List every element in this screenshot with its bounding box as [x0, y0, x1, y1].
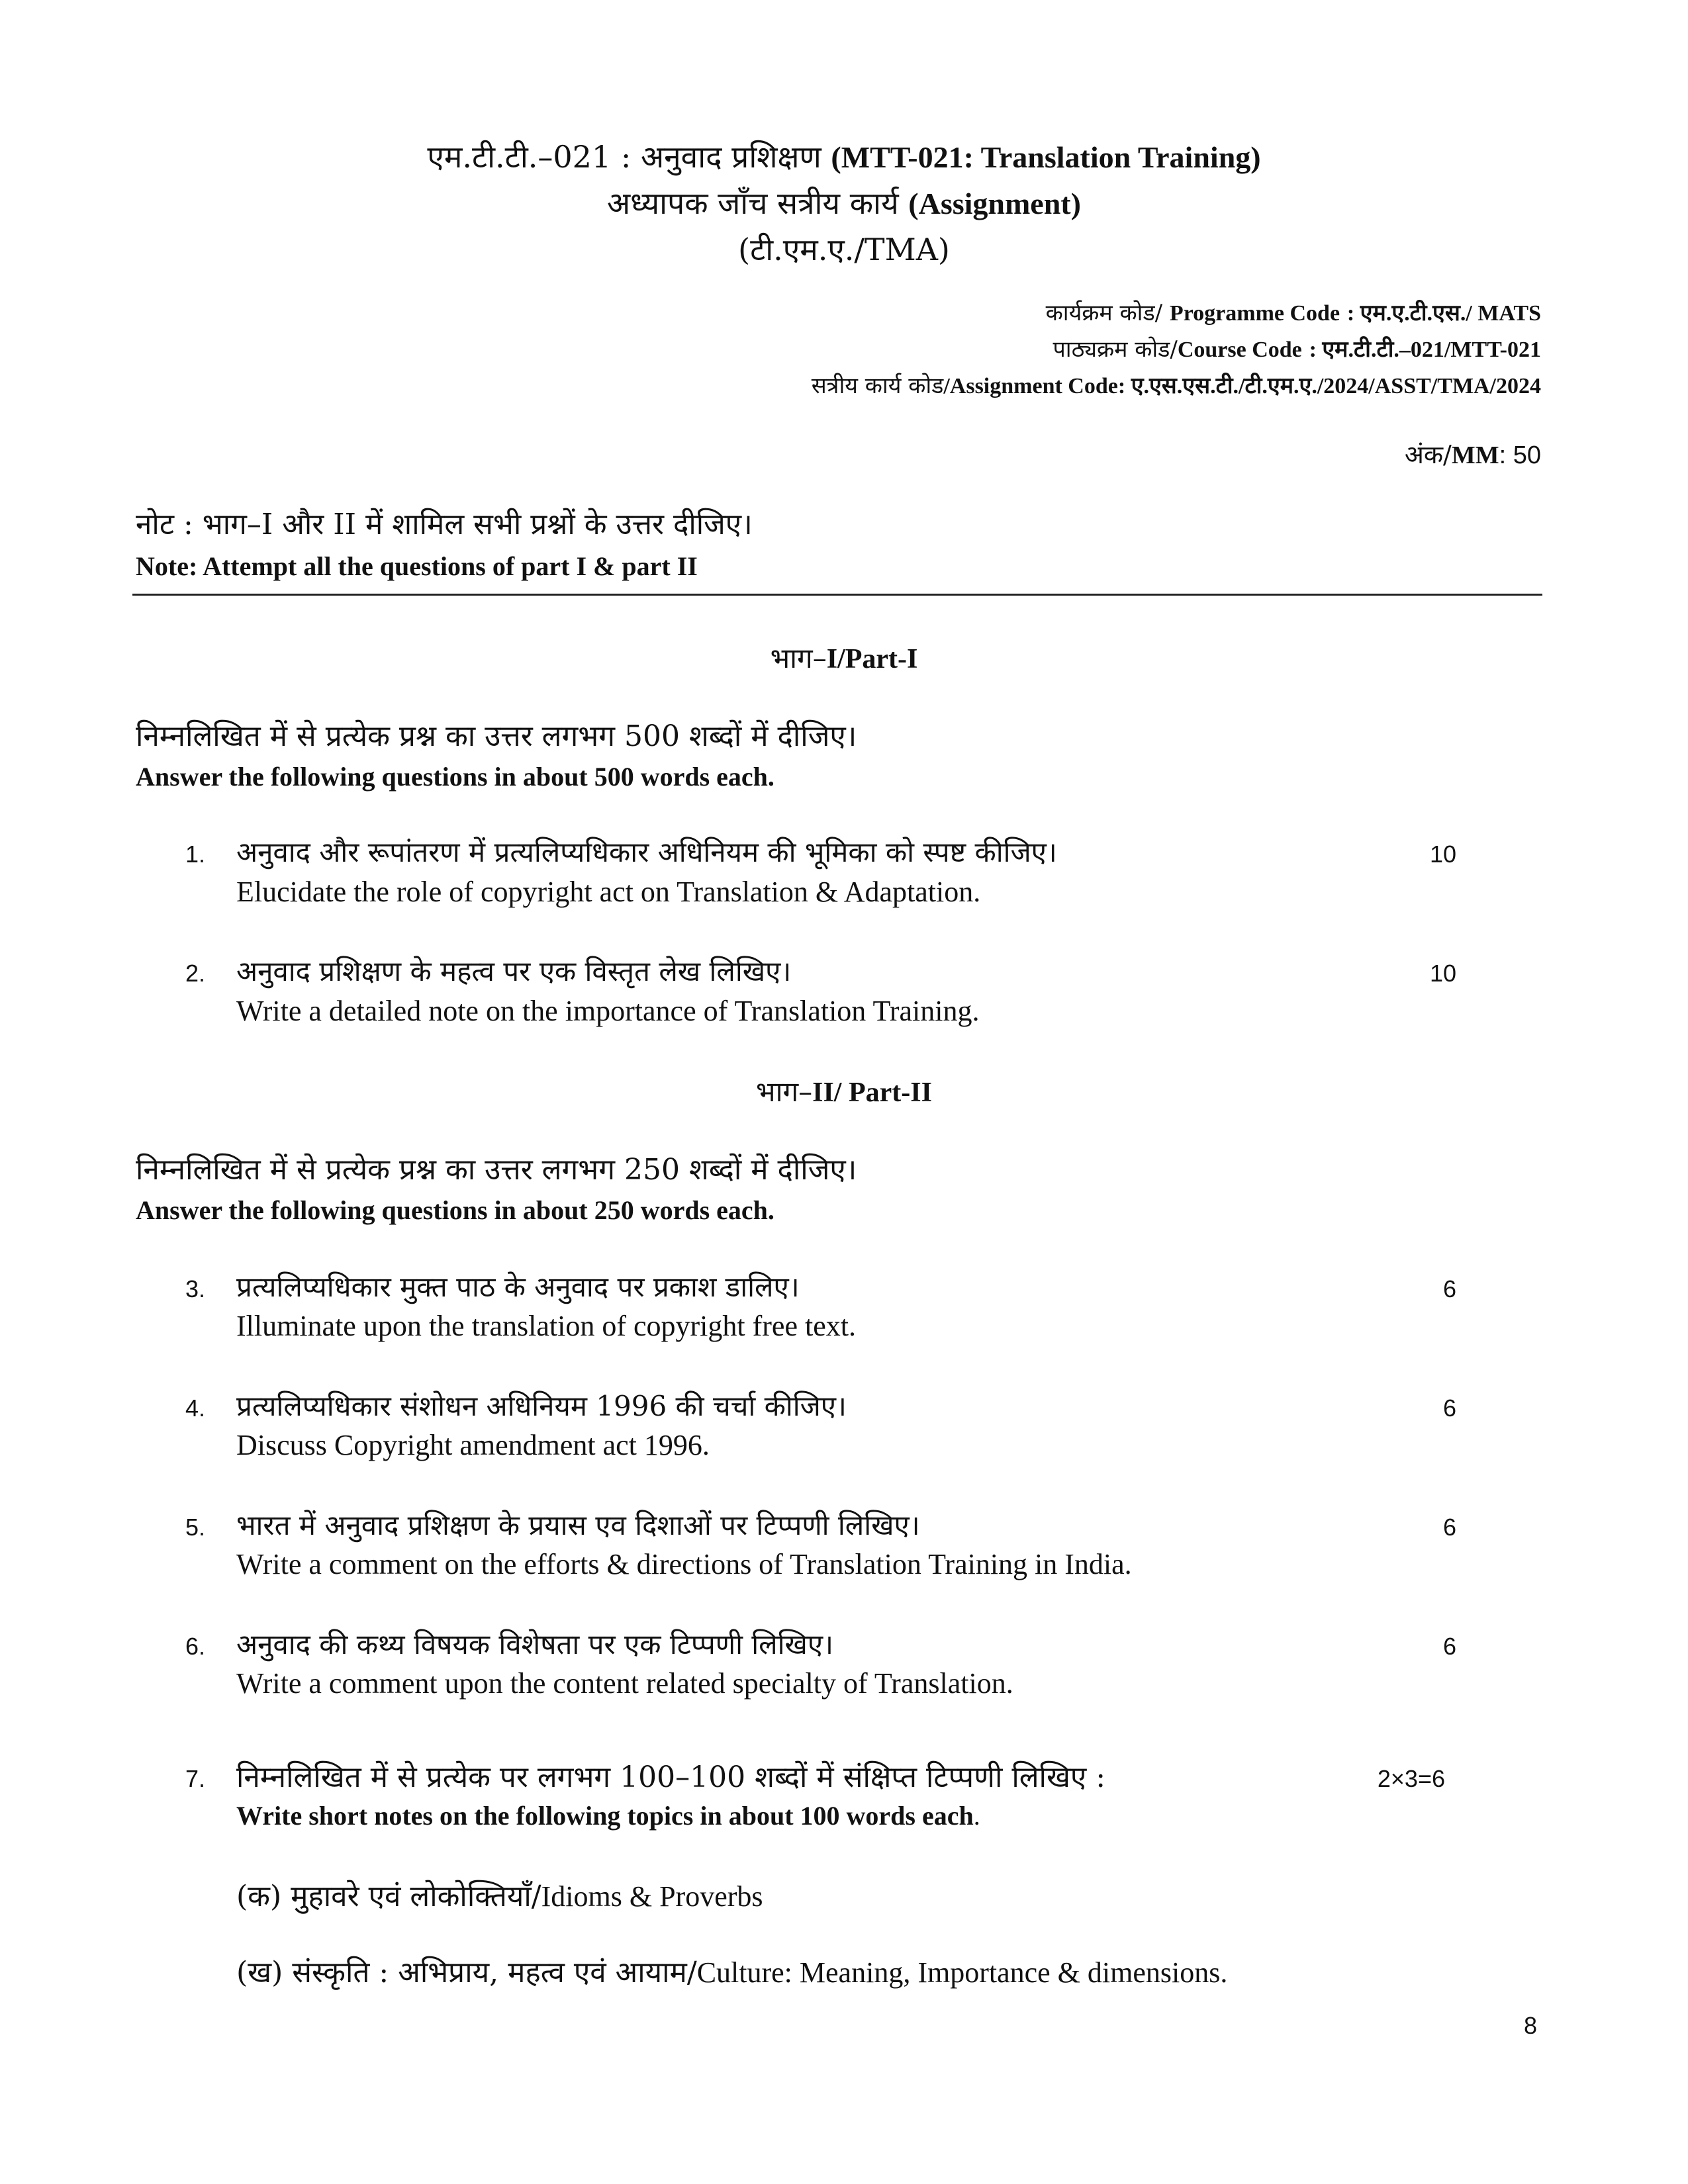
- question-6-marks: 6: [1442, 1633, 1456, 1660]
- note-english: Note: Attempt all the questions of part I & part II: [136, 551, 698, 581]
- question-3-english: Illuminate upon the translation of copyright free text.: [236, 1310, 856, 1342]
- question-6-number: 6.: [185, 1633, 206, 1660]
- course-title-hi: एम.टी.टी.–021 : अनुवाद प्रशिक्षण: [427, 139, 821, 175]
- question-7-english: [236, 1800, 980, 1831]
- part-2-heading-en: II/ Part-II: [812, 1077, 932, 1108]
- question-1-marks: 10: [1429, 841, 1456, 868]
- question-2-number: 2.: [185, 960, 206, 987]
- question-6-hindi: अनुवाद की कथ्य विषयक विशेषता पर एक टिप्पणी लिखिए।: [236, 1628, 834, 1661]
- tma-text: (टी.एम.ए./TMA): [738, 232, 950, 267]
- question-4-hindi: प्रत्यलिप्यधिकार संशोधन अधिनियम 1996 की चर्चा कीजिए।: [236, 1390, 847, 1422]
- marks-label-en: MM: [1451, 441, 1499, 469]
- item-kha-label: (ख) संस्कृति : अभिप्राय, महत्व एवं आयाम/: [236, 1956, 697, 1989]
- programme-label-en: Programme Code: [1169, 301, 1340, 326]
- question-5-hindi: भारत में अनुवाद प्रशिक्षण के प्रयास एव दिशाओं पर टिप्पणी लिखिए।: [236, 1509, 920, 1541]
- assignment-subtitle-hi: अध्यापक जाँच सत्रीय कार्य: [607, 185, 899, 221]
- assignment-value: : ए.एस.एस.टी./टी.एम.ए./2024/ASST/TMA/2024: [1117, 374, 1541, 398]
- question-1-english: Elucidate the role of copyright act on Translation & Adaptation.: [236, 876, 981, 908]
- part-1-instruction-en: Answer the following questions in about 500 words each.: [136, 762, 774, 792]
- assignment-code: [812, 369, 1541, 400]
- marks-value: : 50: [1499, 441, 1541, 469]
- question-7-hindi: निम्नलिखित में से प्रत्येक पर लगभग 100–100 शब्दों में संक्षिप्त टिप्पणी लिखिए :: [236, 1760, 1106, 1794]
- part-2-heading: [0, 1072, 1688, 1110]
- part-1-heading-en: I/Part-I: [826, 644, 918, 674]
- course-title: [0, 136, 1688, 177]
- question-7-number: 7.: [185, 1765, 206, 1792]
- part-1-heading: [0, 639, 1688, 676]
- part-1-instruction-hi: निम्नलिखित में से प्रत्येक प्रश्न का उत्तर लगभग 500 शब्दों में दीजिए।: [136, 719, 857, 753]
- course-label-hi: पाठ्यक्रम कोड/: [1053, 336, 1178, 363]
- question-4-number: 4.: [185, 1394, 206, 1422]
- question-3-number: 3.: [185, 1275, 206, 1302]
- max-marks: [1405, 437, 1541, 471]
- note-hindi: नोट : भाग–I और II में शामिल सभी प्रश्नों के उत्तर दीजिए।: [136, 508, 753, 541]
- marks-label-hi: अंक/: [1404, 440, 1452, 469]
- part-1-heading-hi: भाग–: [770, 642, 827, 674]
- page-number: 8: [1523, 2012, 1537, 2039]
- question-4-english: Discuss Copyright amendment act 1996.: [236, 1429, 710, 1461]
- question-5-marks: 6: [1442, 1514, 1456, 1541]
- programme-label-hi: कार्यक्रम कोड/: [1045, 300, 1163, 326]
- part-2-instruction-hi: निम्नलिखित में से प्रत्येक प्रश्न का उत्तर लगभग 250 शब्दों में दीजिए।: [136, 1153, 857, 1187]
- question-2-marks: 10: [1429, 960, 1456, 987]
- question-1-number: 1.: [185, 841, 206, 868]
- tma-label: [0, 228, 1688, 269]
- course-label-en: Course Code: [1177, 338, 1302, 362]
- question-2-english: Write a detailed note on the importance of Translation Training.: [236, 995, 980, 1027]
- question-5-number: 5.: [185, 1514, 206, 1541]
- course-value: : एम.टी.टी.–021/MTT-021: [1309, 338, 1541, 362]
- question-1-hindi: अनुवाद और रूपांतरण में प्रत्यलिप्यधिकार अधिनियम की भूमिका को स्पष्ट कीजिए।: [236, 836, 1057, 868]
- question-7-marks: 2×3=6: [1377, 1765, 1445, 1792]
- divider-line: [132, 594, 1542, 596]
- question-5-english: Write a comment on the efforts & directions of Translation Training in India.: [236, 1548, 1132, 1580]
- question-7-item-ka: [236, 1875, 763, 1915]
- course-title-en: (MTT-021: Translation Training): [831, 140, 1261, 174]
- question-7-english-text: Write short notes on the following topics in about 100 words each: [236, 1801, 974, 1831]
- programme-code: [1046, 296, 1541, 327]
- item-ka-label: (क) मुहावरे एवं लोकोक्तियाँ/: [236, 1880, 541, 1913]
- part-2-heading-hi: भाग–: [756, 1075, 813, 1108]
- item-ka-english: Idioms & Proverbs: [541, 1880, 763, 1913]
- assignment-label-hi: सत्रीय कार्य कोड: [811, 373, 944, 399]
- course-code: [1053, 333, 1541, 363]
- question-6-english: Write a comment upon the content related specialty of Translation.: [236, 1667, 1013, 1700]
- assignment-subtitle-en: (Assignment): [908, 187, 1081, 220]
- assignment-subtitle: [0, 182, 1688, 223]
- part-2-instruction-en: Answer the following questions in about 250 words each.: [136, 1195, 774, 1225]
- question-7-english-period: .: [973, 1801, 980, 1831]
- question-2-hindi: अनुवाद प्रशिक्षण के महत्व पर एक विस्तृत लेख लिखिए।: [236, 955, 792, 987]
- question-3-marks: 6: [1442, 1275, 1456, 1302]
- assignment-label-en: /Assignment Code: [943, 374, 1118, 398]
- item-kha-english: Culture: Meaning, Importance & dimensions.: [696, 1956, 1228, 1989]
- question-7-item-kha: [236, 1951, 1227, 1991]
- question-3-hindi: प्रत्यलिप्यधिकार मुक्त पाठ के अनुवाद पर प्रकाश डालिए।: [236, 1271, 800, 1303]
- programme-value: : एम.ए.टी.एस./ MATS: [1346, 301, 1541, 326]
- question-4-marks: 6: [1442, 1394, 1456, 1422]
